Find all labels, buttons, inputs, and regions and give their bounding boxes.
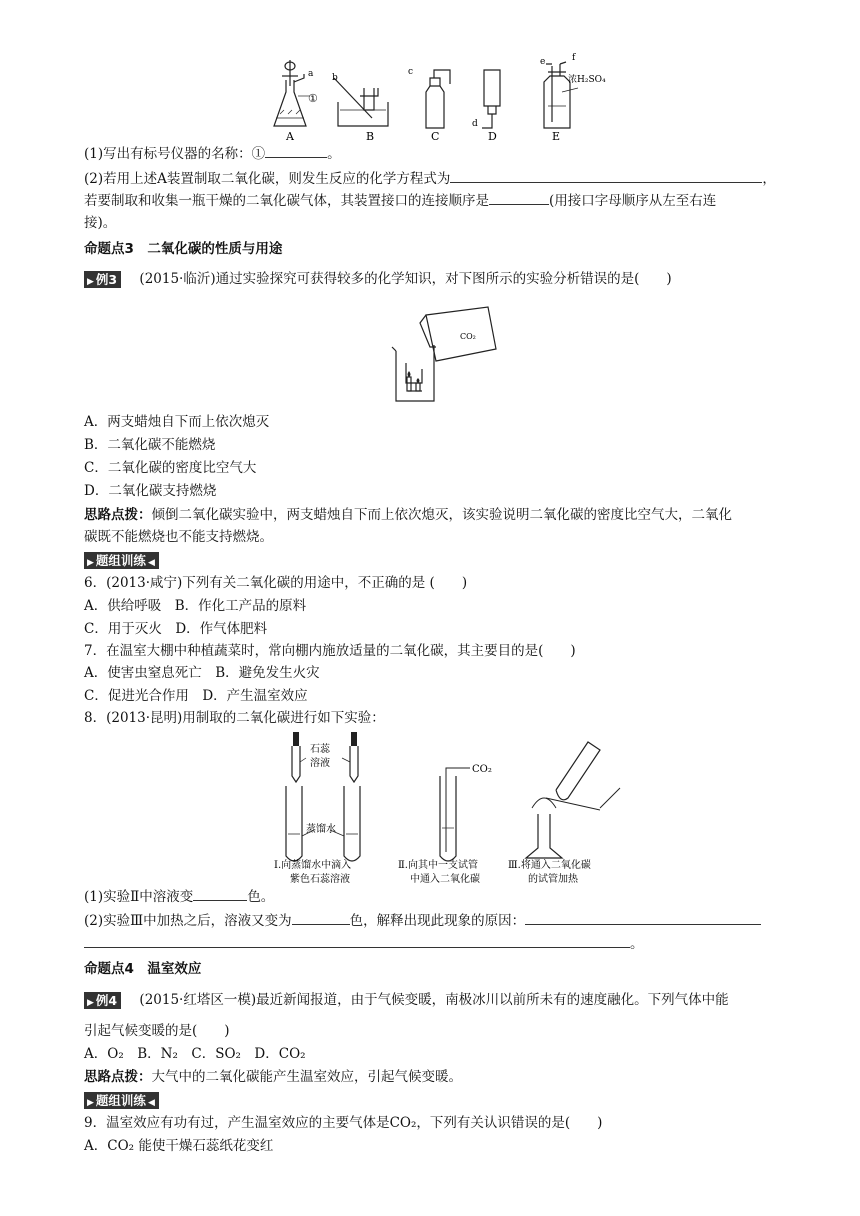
ex3-option-d[interactable]: D．二氧化碳支持燃烧 xyxy=(84,483,217,499)
question-part2b xyxy=(84,192,716,210)
caption-1b: 紫色石蕊溶液 xyxy=(290,874,350,885)
q7-options-2[interactable]: C．促进光合作用 D．产生温室效应 xyxy=(84,688,308,704)
co2-inlet-label: CO₂ xyxy=(472,764,492,775)
question-6: 6．(2013·咸宁)下列有关二氧化碳的用途中，不正确的是 ( ) xyxy=(84,575,468,591)
caption-3a: Ⅲ.将通入二氧化碳 xyxy=(508,860,591,871)
hint-3 xyxy=(84,506,732,524)
question-7: 7．在温室大棚中种植蔬菜时，常向棚内施放适量的二氧化碳，其主要目的是( ) xyxy=(84,643,576,659)
caption-3b: 的试管加热 xyxy=(528,874,578,885)
question-part2c: 接)。 xyxy=(84,215,117,231)
q6-options-1[interactable]: A．供给呼吸 B．作化工产品的原料 xyxy=(84,598,307,614)
question-8: 8．(2013·昆明)用制取的二氧化碳进行如下实验： xyxy=(84,710,385,726)
ex3-option-a[interactable]: A．两支蜡烛自下而上依次熄灭 xyxy=(84,414,270,430)
q8-part1-text: (1)实验Ⅱ中溶液变 xyxy=(84,889,194,905)
question-9: 9．温室效应有功有过，产生温室效应的主要气体是CO₂，下列有关认识错误的是( ) xyxy=(84,1115,603,1131)
q8-part2 xyxy=(84,912,761,930)
example-tag: ▶ 例3 xyxy=(84,271,121,288)
co2-bottle-label: CO₂ xyxy=(460,332,476,341)
answer-blank[interactable] xyxy=(489,192,549,205)
answer-blank[interactable] xyxy=(265,145,327,158)
drill-heading-2 xyxy=(84,1091,159,1109)
answer-blank[interactable] xyxy=(84,935,630,948)
q-part2a-text: (2)若用上述A装置制取二氧化碳，则发生反应的化学方程式为 xyxy=(84,171,451,187)
label-e: e xyxy=(540,57,546,67)
apparatus-D: D xyxy=(488,130,497,143)
q9-option-a[interactable]: A．CO₂ 能使干燥石蕊纸花变红 xyxy=(84,1138,274,1154)
example-4-text: (2015·红塔区一模)最近新闻报道，由于气候变暖，南极冰川以前所未有的速度融化。下列气体中能 xyxy=(139,992,729,1008)
caption-1a: Ⅰ.向蒸馏水中滴入 xyxy=(274,860,352,871)
q8-part2-continued xyxy=(84,935,644,953)
litmus-experiment-figure xyxy=(270,728,650,888)
answer-blank[interactable] xyxy=(525,912,761,925)
drill-tag: ▶ 题组训练 ◀ xyxy=(84,1092,159,1109)
q-part2b-end: (用接口字母顺序从左至右连 xyxy=(549,193,717,209)
caption-2a: Ⅱ.向其中一支试管 xyxy=(398,860,478,871)
hint-3-line2: 碳既不能燃烧也不能支持燃烧。 xyxy=(84,529,273,545)
section-3-title: 命题点3 二氧化碳的性质与用途 xyxy=(84,241,283,257)
hint-label: 思路点拨： xyxy=(84,1069,152,1085)
hint-3-line1: 倾倒二氧化碳实验中，两支蜡烛自下而上依次熄灭，该实验说明二氧化碳的密度比空气大，二氧化 xyxy=(151,507,732,523)
label-a: a xyxy=(308,69,314,79)
drill-heading-1 xyxy=(84,551,159,569)
example-3-text: (2015·临沂)通过实验探究可获得较多的化学知识，对下图所示的实验分析错误的是( ) xyxy=(139,271,672,287)
answer-blank[interactable] xyxy=(292,912,350,925)
litmus-label: 石蕊 xyxy=(310,744,330,755)
q7-options-1[interactable]: A．使害虫窒息死亡 B．避免发生火灾 xyxy=(84,665,320,681)
ex4-options[interactable]: A．O₂ B．N₂ C．SO₂ D．CO₂ xyxy=(84,1046,306,1062)
ex3-option-c[interactable]: C．二氧化碳的密度比空气大 xyxy=(84,460,257,476)
apparatus-E: E xyxy=(552,130,561,143)
label-mark1: ① xyxy=(308,92,318,105)
caption-2b: 中通入二氧化碳 xyxy=(410,874,480,885)
question-part2a xyxy=(84,170,776,188)
solution-label: 溶液 xyxy=(310,758,330,769)
apparatus-B: B xyxy=(366,130,375,143)
q8-part2-text: (2)实验Ⅲ中加热之后，溶液又变为 xyxy=(84,913,292,929)
example-tag: ▶ 例4 xyxy=(84,992,121,1009)
q-part1-text: (1)写出有标号仪器的名称：① xyxy=(84,146,266,162)
apparatus-C: C xyxy=(431,130,440,143)
q8-part1 xyxy=(84,888,274,906)
hint-4 xyxy=(84,1068,462,1086)
label-f: f xyxy=(572,53,576,63)
example-3 xyxy=(84,270,672,288)
drill-tag: ▶ 题组训练 ◀ xyxy=(84,552,159,569)
q-part2b-text: 若要制取和收集一瓶干燥的二氧化碳气体，其装置接口的连接顺序是 xyxy=(84,193,489,209)
q8-part1-end: 色。 xyxy=(247,889,275,905)
label-c: c xyxy=(408,67,414,77)
label-d: d xyxy=(472,119,478,129)
example-4 xyxy=(84,991,729,1009)
ex3-option-b[interactable]: B．二氧化碳不能燃烧 xyxy=(84,437,216,453)
example-4-line2: 引起气候变暖的是( ) xyxy=(84,1023,230,1039)
answer-blank[interactable] xyxy=(450,170,762,183)
label-b: b xyxy=(332,73,338,83)
hint-label: 思路点拨： xyxy=(84,507,152,523)
answer-blank[interactable] xyxy=(193,888,247,901)
apparatus-figure xyxy=(260,52,606,144)
hint-4-text: 大气中的二氧化碳能产生温室效应，引起气候变暖。 xyxy=(151,1069,462,1085)
q8-part2-end: 。 xyxy=(630,936,644,952)
section-4-title: 命题点4 温室效应 xyxy=(84,961,202,977)
water-label: 蒸馏水 xyxy=(306,824,336,835)
apparatus-A: A xyxy=(286,130,294,143)
label-acid: 浓H₂SO₄ xyxy=(568,75,606,85)
q6-options-2[interactable]: C．用于灭火 D．作气体肥料 xyxy=(84,621,268,637)
question-part1 xyxy=(84,145,341,163)
q-part2a-end: ， xyxy=(762,171,776,187)
co2-pouring-figure xyxy=(392,305,502,405)
q8-part2-mid: 色，解释出现此现象的原因： xyxy=(349,913,526,929)
q-part1-end: 。 xyxy=(327,146,341,162)
